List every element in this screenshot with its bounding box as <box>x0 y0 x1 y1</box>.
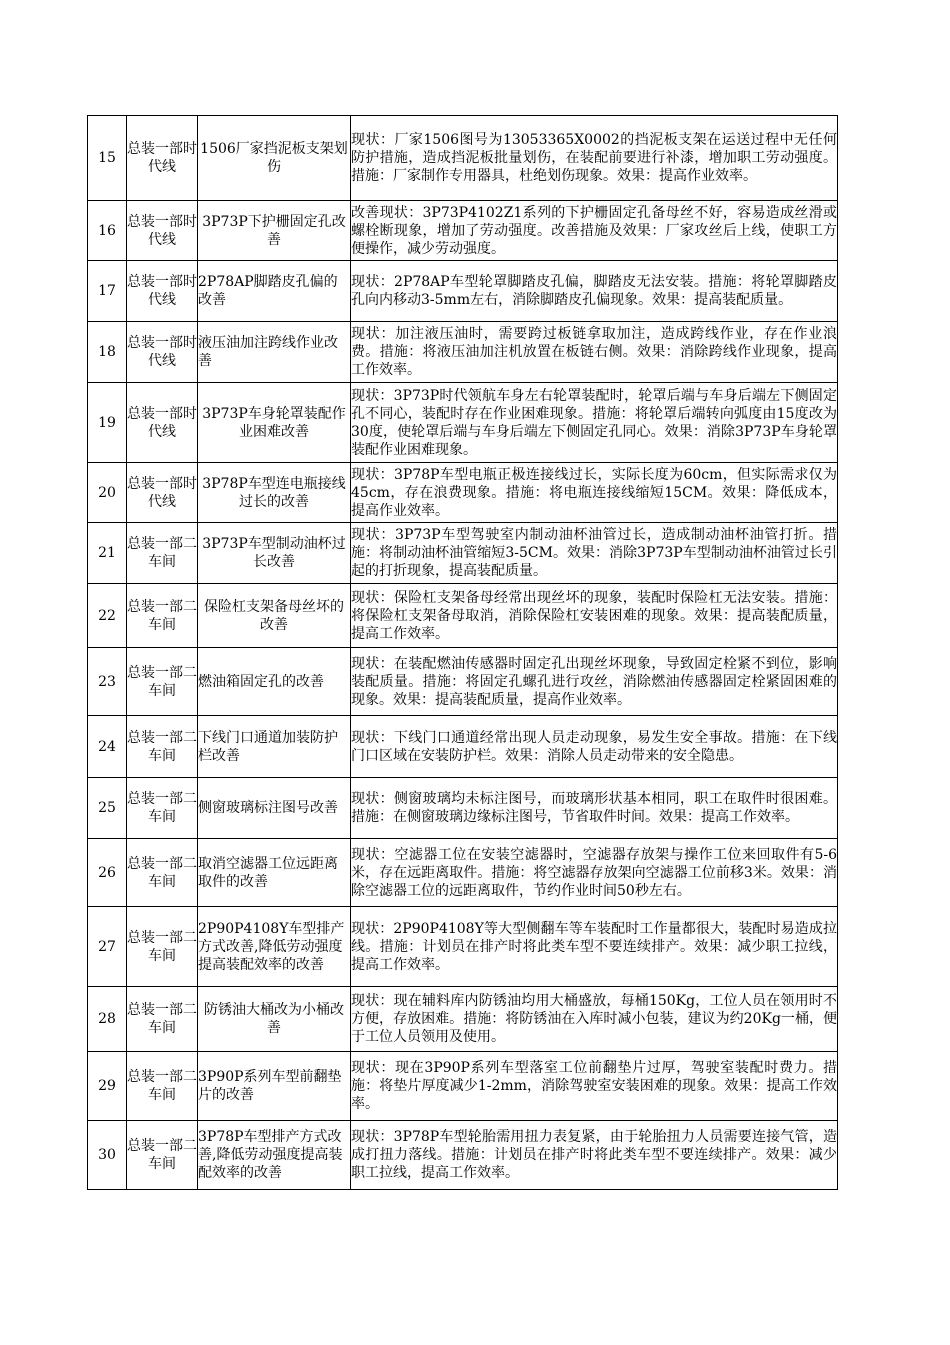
title-cell: 2P78AP脚踏皮孔偏的改善 <box>198 261 351 322</box>
row-number: 29 <box>88 1052 127 1121</box>
title-cell: 3P73P下护栅固定孔改善 <box>198 201 351 261</box>
description-cell: 现状：现在3P90P系列车型落室工位前翻垫片过厚，驾驶室装配时费力。措施：将垫片厚度减少1-2mm，消除驾驶室安装困难的现象。效果：提高工作效率。 <box>351 1052 838 1121</box>
table-row <box>88 463 838 523</box>
unit-cell: 总装一部二车间 <box>127 778 198 839</box>
table-row <box>88 201 838 261</box>
unit-cell: 总装一部二车间 <box>127 648 198 716</box>
title-cell: 3P90P系列车型前翻垫片的改善 <box>198 1052 351 1121</box>
description-cell: 现状：2P90P4108Y等大型侧翻车等车装配时工作量都很大，装配时易造成拉线。措施：计划员在排产时将此类车型不要连续排产。效果：减少职工拉线，提高工作效率。 <box>351 907 838 987</box>
unit-cell: 总装一部二车间 <box>127 523 198 584</box>
title-cell: 3P78P车型排产方式改善,降低劳动强度提高装配效率的改善 <box>198 1121 351 1190</box>
title-cell: 保险杠支架备母丝坏的改善 <box>198 584 351 648</box>
title-cell: 1506厂家挡泥板支架划伤 <box>198 116 351 201</box>
unit-cell: 总装一部时代线 <box>127 463 198 523</box>
row-number: 17 <box>88 261 127 322</box>
unit-cell: 总装一部二车间 <box>127 907 198 987</box>
description-cell: 现状：现在辅料库内防锈油均用大桶盛放，每桶150Kg，工位人员在领用时不方便，存放困难。措施：将防锈油在入库时减小包装，建议为约20Kg一桶，便于工位人员领用及使用。 <box>351 987 838 1052</box>
unit-cell: 总装一部二车间 <box>127 839 198 907</box>
description-cell: 现状：在装配燃油传感器时固定孔出现丝坏现象，导致固定栓紧不到位，影响装配质量。措施：将固定孔螺孔进行攻丝，消除燃油传感器固定栓紧固困难的现象。效果：提高装配质量，提高作业效率。 <box>351 648 838 716</box>
description-cell: 现状：侧窗玻璃均未标注图号，而玻璃形状基本相同，职工在取件时很困难。措施：在侧窗玻璃边缘标注图号，节省取件时间。效果：提高工作效率。 <box>351 778 838 839</box>
table-row <box>88 116 838 201</box>
table-row <box>88 1052 838 1121</box>
title-cell: 下线门口通道加装防护栏改善 <box>198 716 351 778</box>
description-cell: 改善现状：3P73P4102Z1系列的下护栅固定孔备母丝不好，容易造成丝滑或螺栓断现象，增加了劳动强度。改善措施及效果：厂家攻丝后上线，使职工方便操作，减少劳动强度。 <box>351 201 838 261</box>
row-number: 23 <box>88 648 127 716</box>
description-cell: 现状：加注液压油时，需要跨过板链拿取加注，造成跨线作业，存在作业浪费。措施：将液压油加注机放置在板链右侧。效果：消除跨线作业现象，提高工作效率。 <box>351 322 838 383</box>
unit-cell: 总装一部时代线 <box>127 322 198 383</box>
unit-cell: 总装一部时代线 <box>127 116 198 201</box>
unit-cell: 总装一部时代线 <box>127 201 198 261</box>
title-cell: 3P78P车型连电瓶接线过长的改善 <box>198 463 351 523</box>
unit-cell: 总装一部二车间 <box>127 987 198 1052</box>
table-row <box>88 261 838 322</box>
unit-cell: 总装一部二车间 <box>127 716 198 778</box>
table-row <box>88 648 838 716</box>
description-cell: 现状：空滤器工位在安装空滤器时，空滤器存放架与操作工位来回取件有5-6米，存在远距离取件。措施：将空滤器存放架向空滤器工位前移3米。效果：消除空滤器工位的远距离取件，节约作业时间50秒左右。 <box>351 839 838 907</box>
title-cell: 取消空滤器工位远距离取件的改善 <box>198 839 351 907</box>
description-cell: 现状：下线门口通道经常出现人员走动现象，易发生安全事故。措施：在下线门口区域在安装防护栏。效果：消除人员走动带来的安全隐患。 <box>351 716 838 778</box>
table-row <box>88 839 838 907</box>
row-number: 18 <box>88 322 127 383</box>
description-cell: 现状：3P78P车型电瓶正极连接线过长，实际长度为60cm，但实际需求仅为45cm，存在浪费现象。措施：将电瓶连接线缩短15CM。效果：降低成本，提高作业效率。 <box>351 463 838 523</box>
row-number: 21 <box>88 523 127 584</box>
row-number: 28 <box>88 987 127 1052</box>
table-row <box>88 987 838 1052</box>
table-row <box>88 716 838 778</box>
title-cell: 液压油加注跨线作业改善 <box>198 322 351 383</box>
row-number: 27 <box>88 907 127 987</box>
description-cell: 现状：3P73P车型驾驶室内制动油杯油管过长，造成制动油杯油管打折。措施：将制动油杯油管缩短3-5CM。效果：消除3P73P车型制动油杯油管过长引起的打折现象，提高装配质量。 <box>351 523 838 584</box>
description-cell: 现状：3P78P车型轮胎需用扭力表复紧，由于轮胎扭力人员需要连接气管，造成打扭力落线。措施：计划员在排产时将此类车型不要连续排产。效果：减少职工拉线，提高工作效率。 <box>351 1121 838 1190</box>
title-cell: 3P73P车身轮罩装配作业困难改善 <box>198 383 351 463</box>
title-cell: 燃油箱固定孔的改善 <box>198 648 351 716</box>
row-number: 25 <box>88 778 127 839</box>
description-cell: 现状：2P78AP车型轮罩脚踏皮孔偏，脚踏皮无法安装。措施：将轮罩脚踏皮孔向内移动3-5mm左右，消除脚踏皮孔偏现象。效果：提高装配质量。 <box>351 261 838 322</box>
unit-cell: 总装一部时代线 <box>127 383 198 463</box>
unit-cell: 总装一部二车间 <box>127 584 198 648</box>
table-row <box>88 322 838 383</box>
row-number: 26 <box>88 839 127 907</box>
row-number: 20 <box>88 463 127 523</box>
row-number: 24 <box>88 716 127 778</box>
row-number: 19 <box>88 383 127 463</box>
improvement-table <box>87 115 838 1190</box>
table-row <box>88 907 838 987</box>
description-cell: 现状：厂家1506图号为13053365X0002的挡泥板支架在运送过程中无任何防护措施，造成挡泥板批量划伤，在装配前要进行补漆，增加职工劳动强度。措施：厂家制作专用器具，杜绝划伤现象。效果：提高作业效率。 <box>351 116 838 201</box>
description-cell: 现状：3P73P时代领航车身左右轮罩装配时，轮罩后端与车身后端左下侧固定孔不同心，装配时存在作业困难现象。措施：将轮罩后端转向弧度由15度改为30度，使轮罩后端与车身后端左下侧固定孔同心。效果：消除3P73P车身轮罩装配作业困难现象。 <box>351 383 838 463</box>
unit-cell: 总装一部二车间 <box>127 1052 198 1121</box>
title-cell: 防锈油大桶改为小桶改善 <box>198 987 351 1052</box>
title-cell: 侧窗玻璃标注图号改善 <box>198 778 351 839</box>
table-row <box>88 778 838 839</box>
row-number: 15 <box>88 116 127 201</box>
unit-cell: 总装一部时代线 <box>127 261 198 322</box>
table-row <box>88 383 838 463</box>
table-row <box>88 1121 838 1190</box>
title-cell: 2P90P4108Y车型排产方式改善,降低劳动强度提高装配效率的改善 <box>198 907 351 987</box>
table-row <box>88 584 838 648</box>
description-cell: 现状：保险杠支架备母经常出现丝坏的现象，装配时保险杠无法安装。措施：将保险杠支架备母取消，消除保险杠安装困难的现象。效果：提高装配质量，提高工作效率。 <box>351 584 838 648</box>
row-number: 30 <box>88 1121 127 1190</box>
title-cell: 3P73P车型制动油杯过长改善 <box>198 523 351 584</box>
row-number: 22 <box>88 584 127 648</box>
row-number: 16 <box>88 201 127 261</box>
table-row <box>88 523 838 584</box>
unit-cell: 总装一部二车间 <box>127 1121 198 1190</box>
